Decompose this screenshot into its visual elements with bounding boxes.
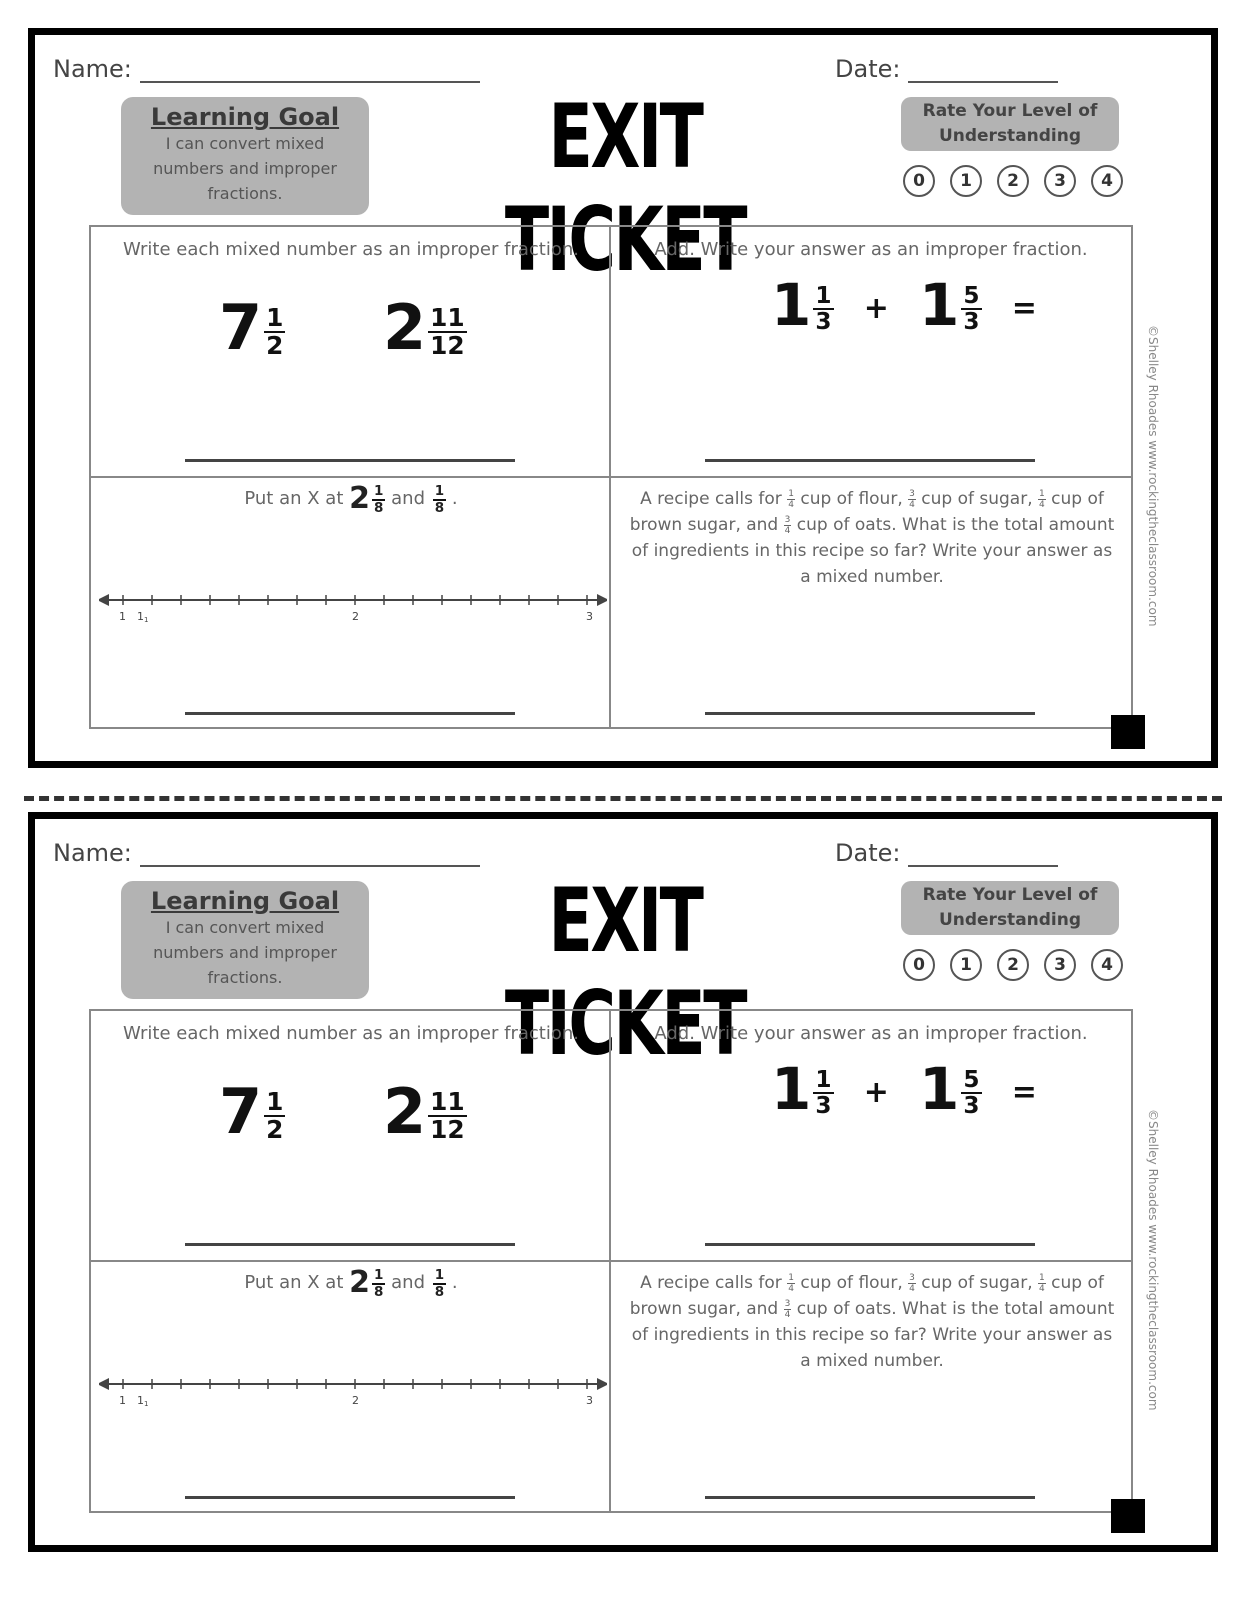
numerator: 11 (430, 302, 465, 332)
answer-line[interactable] (705, 1243, 1035, 1246)
prompt-text: cup of sugar, (921, 1273, 1033, 1293)
prompt-text: . (451, 488, 458, 509)
answer-line[interactable] (185, 712, 515, 715)
tick-label: 2 (352, 610, 359, 623)
name-field[interactable] (53, 839, 480, 867)
tick-label: 1 (137, 1394, 144, 1407)
denominator: 4 (784, 1309, 791, 1320)
prompt-text: cup of oats. What is the total amount of ingredients in this recipe so far? Write your answer as a mixed number. (631, 515, 1115, 587)
prompt-text: . (451, 1272, 458, 1293)
plus-sign: + (863, 291, 889, 327)
numerator: 1 (788, 488, 794, 499)
denominator: 3 (963, 1091, 980, 1119)
denominator: 3 (963, 307, 980, 335)
tick-label: 3 (586, 1394, 593, 1407)
fraction (1038, 489, 1046, 510)
fraction (431, 1265, 446, 1300)
mixed-number-a (219, 1075, 285, 1148)
numerator: 3 (784, 514, 791, 525)
numerator: 1 (815, 1065, 832, 1093)
fraction (784, 1299, 792, 1320)
question-2-prompt: Add. Write your answer as an improper fraction. (654, 239, 1088, 260)
numerator: 1 (374, 483, 384, 500)
addition-expression (771, 271, 1047, 339)
numerator: 1 (266, 302, 284, 332)
fraction-part (428, 1086, 467, 1144)
prompt-text: cup of flour, (800, 489, 903, 509)
fraction (1038, 1273, 1046, 1294)
question-4-prompt (627, 486, 1117, 590)
exit-ticket (28, 28, 1218, 768)
rate-understanding-label: Rate Your Level of Understanding (901, 97, 1119, 151)
rating-option[interactable]: 3 (1044, 165, 1076, 197)
prompt-text: cup of brown sugar, and (629, 1273, 1104, 1319)
whole-part: 7 (219, 291, 263, 364)
question-2 (611, 1011, 1131, 1262)
question-4-prompt (627, 1270, 1117, 1374)
numerator: 1 (434, 1267, 445, 1284)
fraction (908, 489, 916, 510)
fraction (784, 515, 792, 536)
tick-label-fraction: 1 (144, 1400, 149, 1408)
numerator: 3 (784, 1298, 791, 1309)
fraction-part (961, 281, 981, 335)
tick-label: 1 (119, 1394, 126, 1407)
whole-part: 2 (349, 481, 370, 516)
name-label: Name: (53, 55, 132, 83)
exit-ticket (28, 812, 1218, 1552)
tick-label: 1 (137, 610, 144, 623)
answer-line[interactable] (185, 1496, 515, 1499)
rating-scale (903, 165, 1123, 197)
question-4 (611, 1262, 1131, 1513)
denominator: 3 (815, 1091, 832, 1119)
fraction (787, 1273, 795, 1294)
mixed-number (349, 1265, 385, 1300)
rating-option[interactable]: 4 (1091, 949, 1123, 981)
learning-goal-title: Learning Goal (150, 887, 340, 915)
whole-part: 1 (919, 271, 960, 339)
prompt-text: Put an X at (244, 488, 344, 509)
whole-part: 1 (919, 1055, 960, 1123)
tick-label-fraction: 1 (144, 616, 149, 624)
whole-part: 7 (219, 1075, 263, 1148)
equals-sign: = (1011, 291, 1037, 327)
rating-option[interactable]: 1 (950, 949, 982, 981)
numerator: 1 (374, 1267, 384, 1284)
date-line[interactable] (908, 841, 1058, 867)
mixed-number-a (219, 291, 285, 364)
numerator: 1 (434, 483, 445, 500)
denominator: 4 (909, 499, 915, 510)
denominator: 2 (266, 330, 284, 360)
fraction-part (372, 484, 385, 514)
denominator: 8 (374, 499, 384, 516)
fraction-part (433, 484, 446, 514)
whole-part: 1 (771, 271, 812, 339)
learning-goal-text: I can convert mixed numbers and improper fractions. (153, 134, 337, 203)
equals-sign: = (1011, 1075, 1037, 1111)
name-line[interactable] (140, 841, 480, 867)
numerator: 3 (909, 488, 915, 499)
tick-label: 3 (586, 610, 593, 623)
question-grid (89, 1009, 1133, 1513)
rate-understanding-label: Rate Your Level of Understanding (901, 881, 1119, 935)
question-4 (611, 478, 1131, 729)
whole-part: 2 (383, 291, 427, 364)
question-3-prompt (111, 1266, 591, 1300)
date-field[interactable] (835, 55, 1058, 83)
rating-scale (903, 949, 1123, 981)
question-1 (91, 227, 611, 478)
fraction-part (813, 1065, 833, 1119)
question-1-prompt: Write each mixed number as an improper fraction. (123, 239, 579, 260)
answer-line[interactable] (185, 459, 515, 462)
prompt-text: cup of oats. What is the total amount of ingredients in this recipe so far? Write your answer as a mixed number. (631, 1299, 1115, 1371)
fraction-part (813, 281, 833, 335)
cut-line (24, 796, 1222, 801)
rating-option[interactable]: 2 (997, 165, 1029, 197)
question-grid (89, 225, 1133, 729)
numerator: 1 (815, 281, 832, 309)
learning-goal-box (121, 881, 369, 999)
mixed-number-b (383, 1075, 467, 1148)
corner-marker (1111, 1499, 1145, 1533)
question-3 (91, 478, 611, 729)
learning-goal-text: I can convert mixed numbers and improper fractions. (153, 918, 337, 987)
denominator: 2 (266, 1114, 284, 1144)
rating-option[interactable]: 4 (1091, 165, 1123, 197)
date-line[interactable] (908, 57, 1058, 83)
addition-expression (771, 1055, 1047, 1123)
prompt-text: cup of brown sugar, and (629, 489, 1104, 535)
answer-line[interactable] (705, 712, 1035, 715)
copyright-text: ©Shelley Rhoades www.rockingtheclassroom.com (1146, 1109, 1160, 1411)
fraction-part (264, 302, 285, 360)
prompt-text: and (391, 1272, 426, 1293)
date-label: Date: (835, 839, 901, 867)
denominator: 8 (434, 499, 445, 516)
number-line[interactable] (99, 1374, 607, 1414)
answer-line[interactable] (705, 459, 1035, 462)
rating-option[interactable]: 0 (903, 165, 935, 197)
question-2-prompt: Add. Write your answer as an improper fraction. (654, 1023, 1088, 1044)
question-1-prompt: Write each mixed number as an improper fraction. (123, 1023, 579, 1044)
denominator: 12 (430, 1114, 465, 1144)
prompt-text: and (391, 488, 426, 509)
fraction (431, 481, 446, 516)
numerator: 1 (788, 1272, 794, 1283)
copyright-text: ©Shelley Rhoades www.rockingtheclassroom.com (1146, 325, 1160, 627)
fraction-part (428, 302, 467, 360)
whole-part: 2 (383, 1075, 427, 1148)
fraction (908, 1273, 916, 1294)
whole-part: 2 (349, 1265, 370, 1300)
numerator: 11 (430, 1086, 465, 1116)
denominator: 8 (434, 1283, 445, 1300)
tick-label: 2 (352, 1394, 359, 1407)
prompt-text: cup of flour, (800, 1273, 903, 1293)
name-field[interactable] (53, 55, 480, 83)
prompt-text: Put an X at (244, 1272, 344, 1293)
exit-ticket-title: EXIT TICKET (504, 85, 746, 291)
tick-label: 1 (119, 610, 126, 623)
mixed-number-b (383, 291, 467, 364)
date-field[interactable] (835, 839, 1058, 867)
numerator: 1 (1039, 1272, 1045, 1283)
date-label: Date: (835, 55, 901, 83)
denominator: 3 (815, 307, 832, 335)
numerator: 1 (266, 1086, 284, 1116)
exit-ticket-title: EXIT TICKET (504, 869, 746, 1075)
fraction-part (433, 1268, 446, 1298)
question-3-prompt (111, 482, 591, 516)
denominator: 12 (430, 330, 465, 360)
denominator: 4 (1039, 499, 1045, 510)
numerator: 1 (1039, 488, 1045, 499)
rating-option[interactable]: 2 (997, 949, 1029, 981)
whole-part: 1 (771, 1055, 812, 1123)
name-line[interactable] (140, 57, 480, 83)
denominator: 8 (374, 1283, 384, 1300)
question-3 (91, 1262, 611, 1513)
denominator: 4 (909, 1283, 915, 1294)
rating-option[interactable]: 0 (903, 949, 935, 981)
numerator: 3 (909, 1272, 915, 1283)
fraction-part (372, 1268, 385, 1298)
number-line[interactable] (99, 590, 607, 630)
denominator: 4 (1039, 1283, 1045, 1294)
rating-option[interactable]: 1 (950, 165, 982, 197)
name-label: Name: (53, 839, 132, 867)
fraction-part (961, 1065, 981, 1119)
learning-goal-box (121, 97, 369, 215)
question-2 (611, 227, 1131, 478)
prompt-text: A recipe calls for (640, 1273, 782, 1293)
rating-option[interactable]: 3 (1044, 949, 1076, 981)
numerator: 5 (963, 1065, 980, 1093)
corner-marker (1111, 715, 1145, 749)
learning-goal-title: Learning Goal (150, 103, 340, 131)
plus-sign: + (863, 1075, 889, 1111)
prompt-text: A recipe calls for (640, 489, 782, 509)
denominator: 4 (788, 1283, 794, 1294)
fraction-part (264, 1086, 285, 1144)
answer-line[interactable] (185, 1243, 515, 1246)
numerator: 5 (963, 281, 980, 309)
denominator: 4 (784, 525, 791, 536)
mixed-number (349, 481, 385, 516)
question-1 (91, 1011, 611, 1262)
answer-line[interactable] (705, 1496, 1035, 1499)
prompt-text: cup of sugar, (921, 489, 1033, 509)
denominator: 4 (788, 499, 794, 510)
fraction (787, 489, 795, 510)
